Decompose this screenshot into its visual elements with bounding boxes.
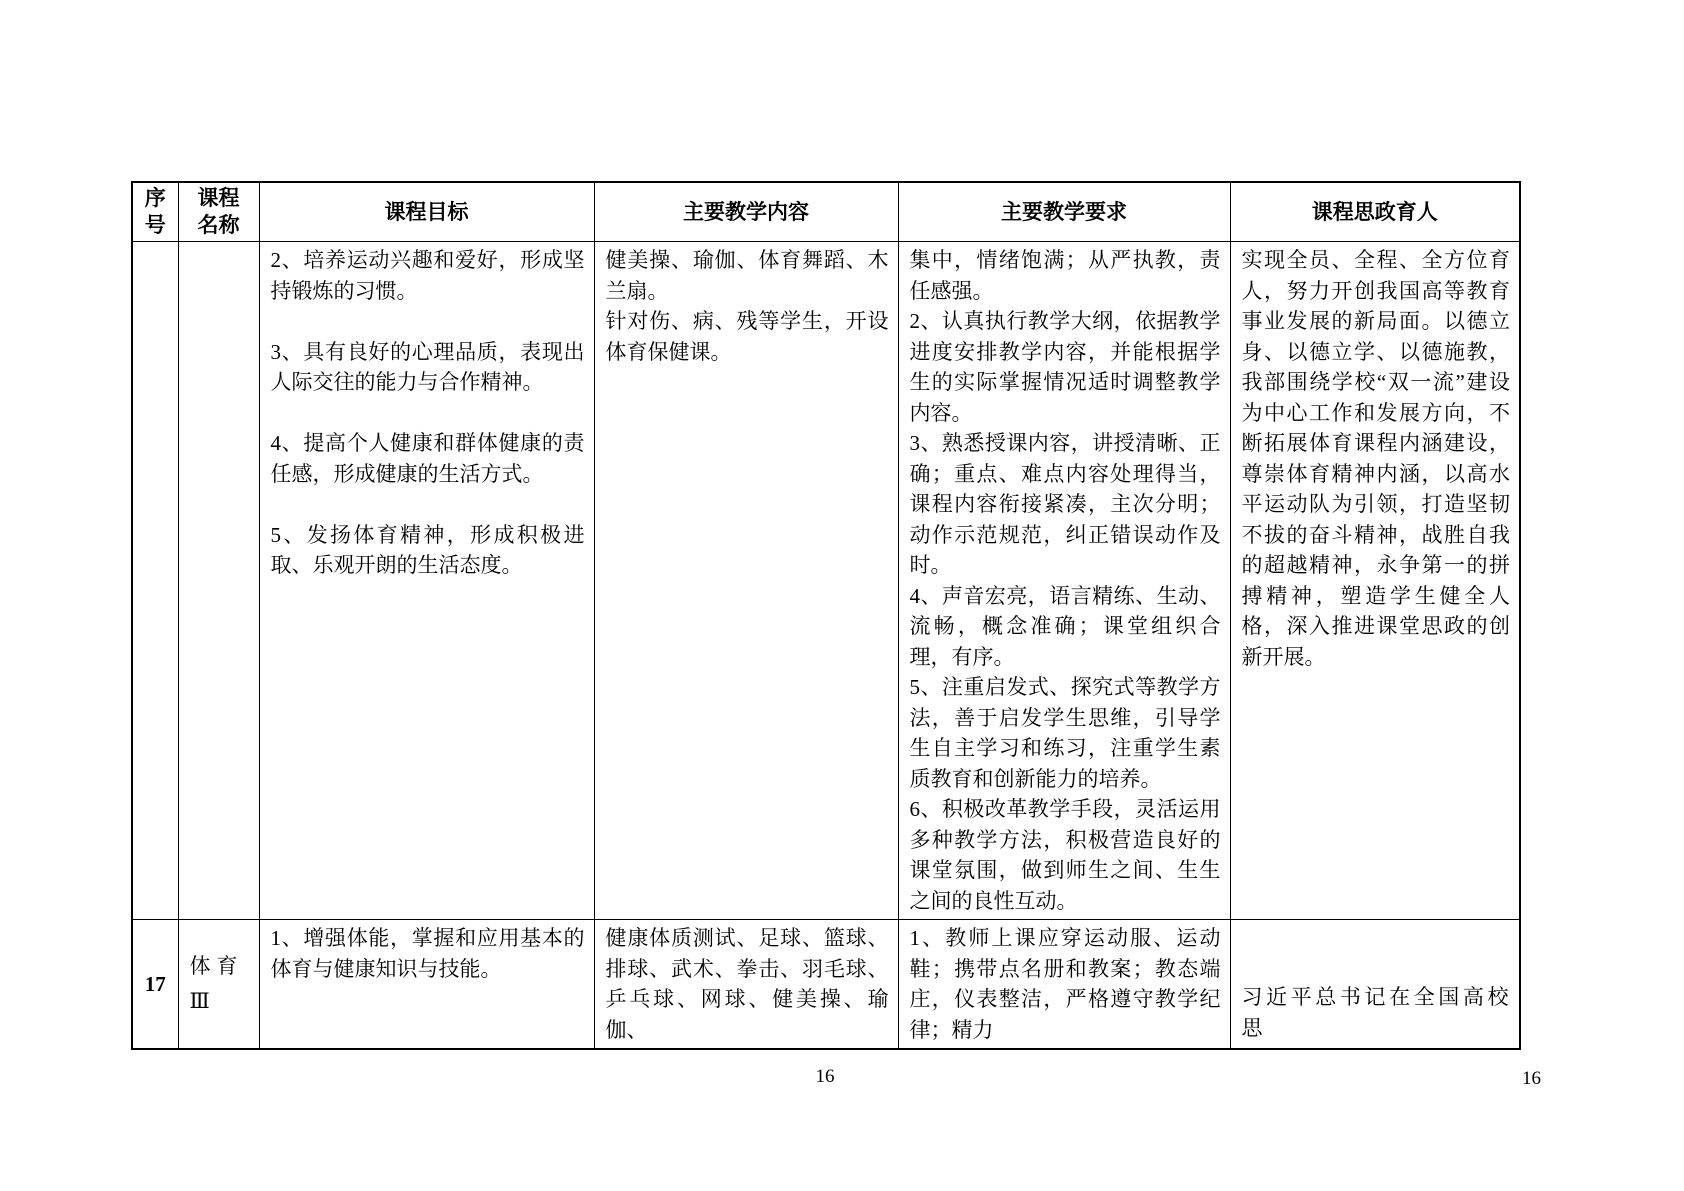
paragraph: 1、增强体能，掌握和应用基本的体育与健康知识与技能。 (270, 926, 585, 981)
course-name-text: 体育Ⅲ (189, 954, 238, 1013)
col-header-teaching-content-label: 主要教学内容 (683, 199, 809, 224)
table-header-row (132, 182, 1520, 242)
col-header-seq-label: 序号 (144, 186, 166, 237)
paragraph: 针对伤、病、残等学生，开设体育保健课。 (605, 309, 889, 364)
col-header-objectives-label: 课程目标 (384, 199, 469, 224)
paragraph: 4、声音宏亮，语言精练、生动、流畅，概念准确；课堂组织合理，有序。 (909, 583, 1221, 669)
paragraph: 健美操、瑜伽、体育舞蹈、木兰扇。 (605, 248, 889, 303)
cell-seq (132, 242, 178, 920)
paragraph: 5、注重启发式、探究式等教学方法，善于启发学生思维，引导学生自主学习和练习，注重学生素质教育和创新能力的培养。 (909, 675, 1221, 791)
paragraph: 集中，情绪饱满；从严执教，责任感强。 (909, 248, 1221, 303)
col-header-ideology-label: 课程思政育人 (1311, 199, 1438, 224)
col-header-ideology (1230, 182, 1520, 242)
col-header-teaching-content (594, 182, 898, 242)
cell-course-name (178, 242, 259, 920)
page-number-center: 16 (815, 1066, 835, 1087)
table-row-17 (132, 920, 1520, 1050)
cell-seq: 17 (132, 920, 178, 1050)
cell-ideology (1230, 920, 1520, 1050)
paragraph: 3、熟悉授课内容，讲授清晰、正确；重点、难点内容处理得当，课程内容衔接紧凑，主次分明；动作示范规范，纠正错误动作及时。 (909, 431, 1221, 577)
paragraph: 4、提高个人健康和群体健康的责任感，形成健康的生活方式。 (270, 431, 585, 486)
col-header-teaching-requirements-label: 主要教学要求 (1001, 199, 1127, 224)
cell-teaching-content (594, 920, 898, 1050)
cell-course-name (178, 920, 259, 1050)
paragraph: 健康体质测试、足球、篮球、排球、武术、拳击、羽毛球、乒乓球、网球、健美操、瑜伽、 (605, 926, 889, 1042)
paragraph: 1、教师上课应穿运动服、运动鞋；携带点名册和教案；教态端庄，仪表整洁，严格遵守教学纪律；精力 (909, 926, 1221, 1042)
col-header-course-name-label: 课程名称 (197, 186, 240, 237)
cell-teaching-requirements (898, 920, 1230, 1050)
col-header-objectives (259, 182, 594, 242)
col-header-teaching-requirements (898, 182, 1230, 242)
paragraph: 习近平总书记在全国高校思 (1241, 985, 1510, 1040)
paragraph: 5、发扬体育精神，形成积极进取、乐观开朗的生活态度。 (270, 522, 585, 577)
table-row-continuation (132, 242, 1520, 920)
paragraph: 2、培养运动兴趣和爱好，形成坚持锻炼的习惯。 (270, 248, 585, 303)
paragraph: 实现全员、全程、全方位育人，努力开创我国高等教育事业发展的新局面。以德立身、以德立学、以德施教，我部围绕学校“双一流”建设为中心工作和发展方向，不断拓展体育课程内涵建设，尊崇体育精神内涵，以高水平运动队为引领，打造坚韧不拔的奋斗精神，战胜自我的超越精神，永争第一的拼搏精神，塑造学生健全人格，深入推进课堂思政的创新开展。 (1241, 248, 1510, 669)
cell-teaching-requirements (898, 242, 1230, 920)
paragraph: 2、认真执行教学大纲，依据教学进度安排教学内容，并能根据学生的实际掌握情况适时调整教学内容。 (909, 309, 1221, 425)
col-header-course-name (178, 182, 259, 242)
paragraph: 3、具有良好的心理品质，表现出人际交往的能力与合作精神。 (270, 339, 585, 394)
cell-objectives (259, 242, 594, 920)
course-table (131, 181, 1521, 1050)
page-number-right: 16 (1522, 1068, 1541, 1089)
paragraph: 6、积极改革教学手段，灵活运用多种教学方法，积极营造良好的课堂氛围，做到师生之间、生生之间的良性互动。 (909, 797, 1221, 913)
cell-objectives (259, 920, 594, 1050)
col-header-seq (132, 182, 178, 242)
cell-teaching-content (594, 242, 898, 920)
cell-ideology (1230, 242, 1520, 920)
